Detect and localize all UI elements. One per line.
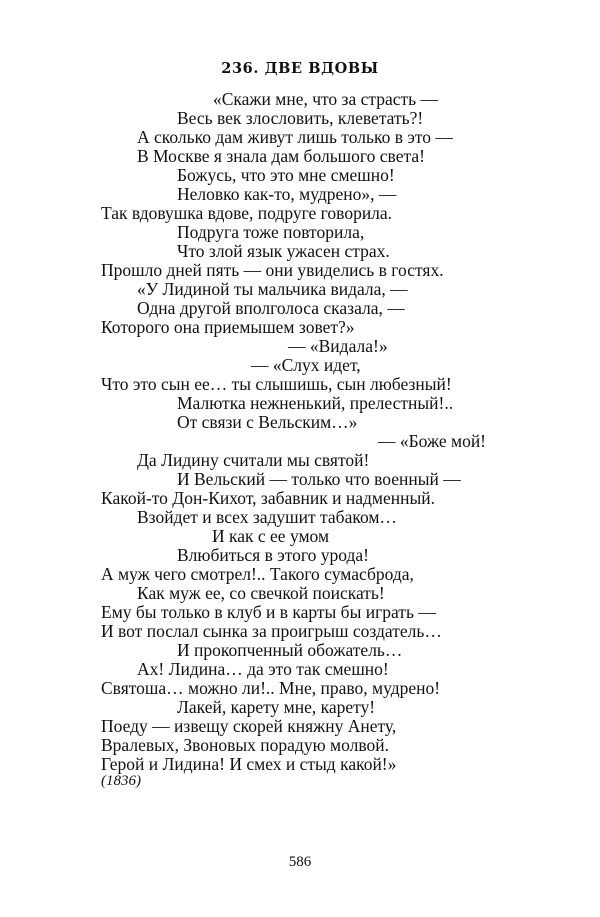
poem-line: Неловко как-то, мудрено», — [177,184,397,204]
poem-line: Что это сын ее… ты слышишь, сын любезный! [101,374,452,394]
poem-line: А сколько дам живут лишь только в это — [137,127,453,147]
poem-line: Да Лидину считали мы святой! [137,450,370,470]
poem-title: 236. ДВЕ ВДОВЫ [221,60,379,77]
poem-line: Взойдет и всех задушит табаком… [137,507,397,527]
poem-line: В Москве я знала дам большого света! [137,146,425,166]
poem-line: Что злой язык ужасен страх. [177,241,390,261]
poem-line: Какой-то Дон-Кихот, забавник и надменный. [101,488,435,508]
poem-line: «Скажи мне, что за страсть — [213,89,439,109]
poem-line: Святоша… можно ли!.. Мне, право, мудрено! [101,678,441,698]
poem-line: — «Боже мой! [378,431,487,451]
poem-line: Ему бы только в клуб и в карты бы играть — [101,602,436,622]
poem-line: И Вельский — только что военный — [177,469,461,489]
poem-date: (1836) [101,773,141,789]
poem-line: Одна другой вполголоса сказала, — [137,298,405,318]
poem-line: Прошло дней пять — они увиделись в гостях. [101,260,444,280]
poem-line: А муж чего смотрел!.. Такого сумасброда, [101,564,414,584]
poem-line: Вралевых, Звоновых порадую молвой. [101,735,389,755]
poem-line: «У Лидиной ты мальчика видала, — [137,279,408,299]
poem-line: И вот послал сынка за проигрыш создатель… [101,621,442,641]
poem-line: Герой и Лидина! И смех и стыд какой!» [101,754,397,774]
poem-line: От связи с Вельским…» [177,412,358,432]
poem-line: — «Видала!» [288,336,388,356]
poem-line: Малютка нежненький, прелестный!.. [177,393,454,413]
poem-line: Весь век злословить, клеветать?! [177,108,424,128]
poem-line: Поеду — извещу скорей княжну Анету, [101,716,397,736]
poem-body [0,89,600,774]
poem-line: И прокопченный обожатель… [177,640,403,660]
poem-line: И как с ее умом [212,526,330,546]
page-number: 586 [288,854,312,870]
poem-line: Влюбиться в этого урода! [177,545,369,565]
poem-line: Подруга тоже повторила, [177,222,365,242]
poem-line: Которого она приемышем зовет?» [101,317,355,337]
poem-line: Лакей, карету мне, карету! [177,697,376,717]
poem-line: Так вдовушка вдове, подруге говорила. [101,203,393,223]
poem-line: — «Слух идет, [251,355,361,375]
poem-line: Божусь, что это мне смешно! [177,165,395,185]
poem-line: Ах! Лидина… да это так смешно! [137,659,389,679]
poem-line: Как муж ее, со свечкой поискать! [137,583,385,603]
